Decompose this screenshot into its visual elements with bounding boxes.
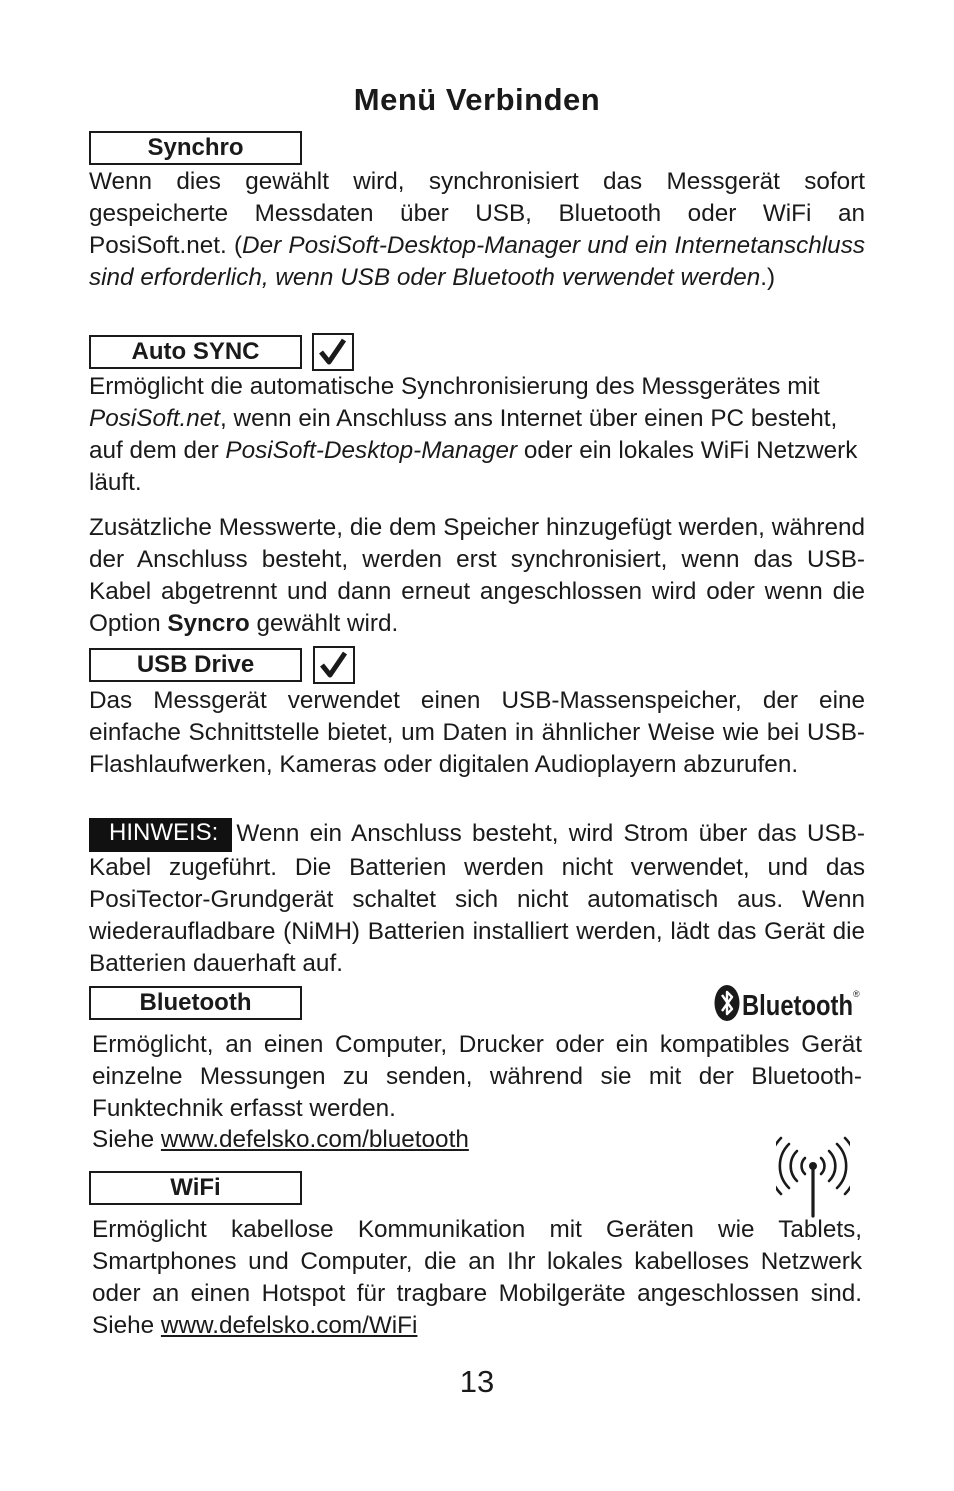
menu-item-auto-sync[interactable]: Auto SYNC: [89, 335, 302, 369]
wifi-text: Ermöglicht kabellose Kommunikation mit Geräten wie Tablets, Smartphones und Computer, die an Ihr lokales kabelloses Netzwerk oder an einen Hotspot für tragbare Mobilgeräte angeschlossen sind. Siehe: [92, 1216, 862, 1339]
auto-sync-description: [89, 371, 859, 499]
usb-drive-description: Das Messgerät verwendet einen USB-Massenspeicher, der eine einfache Schnittstelle bietet, um Daten in ähnlicher Weise wie bei USB-Flashlaufwerken, Kameras oder digitalen Audioplayern abzurufen.: [89, 687, 865, 778]
synchro-text-end: .): [760, 264, 776, 291]
menu-item-synchro[interactable]: Synchro: [89, 131, 302, 165]
bluetooth-see-line: [92, 1124, 862, 1156]
bluetooth-description: Ermöglicht, an einen Computer, Drucker oder ein kompatibles Gerät einzelne Messungen zu senden, während sie mit der Bluetooth-Funktechnik erfasst werden.: [92, 1031, 862, 1122]
menu-item-usb-drive[interactable]: USB Drive: [89, 648, 302, 682]
hinweis-text: Wenn ein Anschluss besteht, wird Strom über das USB-Kabel zugeführt. Die Batterien werden nicht verwendet, und das PosiTector-Grundgerät schaltet sich nicht automatisch aus. Wenn wiederaufladbare (NiMH) Batterien installiert werden, lädt das Gerät die Batterien dauerhaft auf.: [89, 820, 865, 977]
usb-drive-note: [89, 818, 865, 980]
posisoft-net-italic: PosiSoft.net: [89, 405, 221, 432]
checkmark-icon: [315, 648, 352, 681]
registered-mark: ®: [853, 989, 860, 999]
desktop-manager-italic: PosiSoft-Desktop-Manager: [225, 437, 518, 464]
wifi-link[interactable]: www.defelsko.com/WiFi: [160, 1312, 418, 1339]
wifi-description: [92, 1214, 862, 1342]
bluetooth-logo: [713, 982, 863, 1024]
hinweis-badge: HINWEIS:: [89, 818, 232, 852]
usb-drive-checkbox[interactable]: [313, 646, 355, 684]
auto-sync-p2-a: Zusätzliche Messwerte, die dem Speicher hinzugefügt werden, während der Anschluss besteht, werden erst synchronisiert, wenn das USB-Kabel abgetrennt und dann erneut angeschlossen wird oder wenn die Option: [89, 514, 865, 637]
synchro-description: [89, 166, 865, 294]
auto-sync-text-e: oder ein lokales WiFi Netzwerk läuft.: [89, 437, 858, 496]
checkmark-icon: [314, 335, 351, 368]
auto-sync-text-c: , wenn ein Anschluss ans Internet über einen PC besteht, auf dem der: [89, 405, 838, 464]
auto-sync-checkbox[interactable]: [312, 333, 354, 371]
page-title: Menü Verbinden: [353, 82, 601, 117]
syncro-bold: Syncro: [167, 610, 250, 637]
auto-sync-p2-c: gewählt wird.: [249, 610, 399, 637]
menu-item-wifi[interactable]: WiFi: [89, 1171, 302, 1205]
synchro-note-italic: Der PosiSoft-Desktop-Manager und ein Internetanschluss sind erforderlich, wenn USB oder Bluetooth verwendet werden: [89, 232, 865, 291]
auto-sync-additional: [89, 512, 865, 640]
see-prefix: Siehe: [92, 1126, 161, 1153]
menu-item-bluetooth[interactable]: Bluetooth: [89, 986, 302, 1020]
auto-sync-text-a: Ermöglicht die automatische Synchronisierung des Messgerätes mit: [89, 373, 820, 400]
bluetooth-logo-text: Bluetooth: [742, 990, 853, 1022]
bluetooth-link[interactable]: www.defelsko.com/bluetooth: [160, 1126, 469, 1153]
synchro-text: Wenn dies gewählt wird, synchronisiert das Messgerät sofort gespeicherte Messdaten über USB, Bluetooth oder WiFi an PosiSoft.net. (: [89, 168, 865, 259]
page-number: 13: [459, 1364, 495, 1399]
wifi-antenna-icon: [776, 1134, 850, 1218]
